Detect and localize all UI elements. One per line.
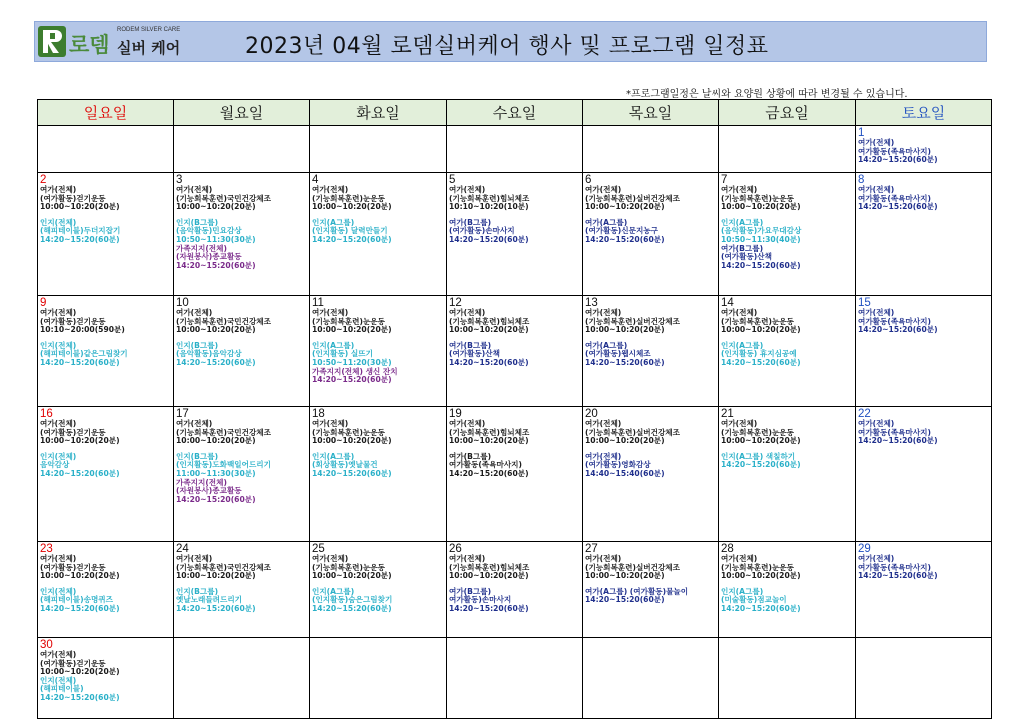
schedule-line: 인지(B그룹) [176,451,219,461]
schedule-line: (기능회복훈련)눈운동 [312,316,385,326]
schedule-line: 10:00~10:20(20분) [721,325,801,335]
logo-text-en: RODEM SILVER CARE [117,27,181,33]
schedule-line: (기능회복훈련)실버건강체조 [585,193,680,203]
calendar-cell [174,542,310,638]
calendar-cell [856,296,992,407]
schedule-line: (음악활동)음악감상 [176,349,242,359]
calendar-cell [447,126,583,173]
schedule-line: 인지(전체) [40,217,77,227]
schedule-line: 여가(전체) [585,451,622,461]
schedule-entries [312,309,446,385]
schedule-line: (기능회복훈련)눈운동 [721,193,794,203]
schedule-line: (여가활동)신문지농구 [585,226,658,236]
calendar-cell [856,407,992,542]
schedule-entries [858,309,991,335]
title-bar [34,21,987,62]
schedule-line: (기능회복훈련)힘뇌체조 [449,562,530,572]
schedule-line: 14:20~15:20(60분) [721,603,801,613]
schedule-line: 10:00~10:20(20분) [40,667,120,677]
schedule-line: 여가(전체) [449,185,486,194]
schedule-entries [40,309,173,368]
schedule-line: 14:20~15:20(60분) [40,603,120,613]
day-number: 8 [858,174,865,186]
schedule-entries [449,186,582,245]
schedule-entries [585,420,718,479]
schedule-line: (기능회복훈련)눈운동 [312,427,385,437]
schedule-line: (인지활동) 실뜨기 [312,349,373,359]
schedule-line: 여가(전체) [585,554,622,563]
schedule-line: 여가(전체) [40,554,77,563]
schedule-line: (해피테이블)같은그림찾기 [40,349,128,359]
schedule-line: (여가활동)걷기운동 [40,316,106,326]
schedule-line: 14:20~15:20(60분) [858,202,938,212]
week-row [38,407,992,542]
schedule-entries [40,186,173,245]
schedule-line: (여가활동)걷기운동 [40,658,106,668]
schedule-line: 14:20~15:20(60분) [449,357,529,367]
schedule-line: 여가활동)손마사지 [449,595,512,605]
schedule-line: 여가활동(족욕마사지) [858,193,931,203]
schedule-line: (인지활동) 달력만들기 [312,226,388,236]
schedule-line: 인지(B그룹) [176,217,219,227]
schedule-line: 14:20~15:20(60분) [40,468,120,478]
schedule-line: 14:20~15:20(60분) [858,436,938,446]
schedule-line: 10:50~11:20(30분) [312,357,392,367]
schedule-line: 여가(B그룹) [449,217,492,227]
schedule-entries [312,420,446,479]
schedule-line: 10:00~10:20(20분) [721,571,801,581]
day-number: 9 [40,297,47,309]
schedule-line: 14:20~15:20(60분) [449,468,529,478]
schedule-line: 여가(전체) [858,185,895,194]
schedule-line: 14:20~15:20(60분) [858,325,938,335]
schedule-line: 여가(전체) [312,308,349,317]
schedule-entries [721,555,855,614]
schedule-line: 인지(A그룹) [721,340,764,350]
schedule-line: 10:00~10:20(20분) [585,202,665,212]
day-number: 5 [449,174,456,186]
schedule-line: (인지활동) 휴지심공예 [721,349,797,359]
schedule-line: (회상활동)옛날물건 [312,460,378,470]
calendar-cell [719,296,856,407]
schedule-entries [585,309,718,368]
day-number: 27 [585,543,598,555]
schedule-line: 가족지지(전체) [176,477,227,487]
schedule-line: (기능회복훈련)힘뇌체조 [449,316,530,326]
calendar-cell [719,542,856,638]
schedule-line: 여가활동(족욕마사지) [449,460,522,470]
calendar-cell [38,542,174,638]
schedule-line: (기능회복훈련)힘뇌체조 [449,193,530,203]
day-number: 14 [721,297,734,309]
schedule-line: (인지활동)도화백일어드리기 [176,460,271,470]
schedule-line: (해피테이블) [40,684,84,694]
schedule-line: 인지(A그룹) 색칠하기 [721,451,796,461]
schedule-line: (기능회복훈련)눈운동 [721,316,794,326]
schedule-line: 여가활동(족욕마사지) [858,146,931,156]
day-number: 28 [721,543,734,555]
schedule-entries [176,309,309,368]
schedule-line: 10:00~10:20(20분) [721,202,801,212]
schedule-line: 10:00~10:20(20분) [312,202,392,212]
day-number: 23 [40,543,53,555]
schedule-line: 14:20~15:20(60분) [176,603,256,613]
schedule-line: 여가(전체) [40,650,77,659]
schedule-entries [40,555,173,614]
calendar-cell [38,173,174,296]
schedule-line: (여가활동)걷기운동 [40,193,106,203]
schedule-line: 14:40~15:40(60분) [585,468,665,478]
schedule-line: 여가(전체) [176,419,213,428]
day-number: 7 [721,174,728,186]
weekday-saturday: 토요일 [856,100,992,126]
schedule-line: (자원봉사)종교활동 [176,486,242,496]
weekday-monday: 월요일 [174,100,310,126]
schedule-line: 10:10~10:20(10분) [449,202,529,212]
day-number: 25 [312,543,325,555]
schedule-line: (해피테이블)두더지잡기 [40,226,121,236]
schedule-entries [40,651,173,703]
schedule-line: 10:00~10:20(20분) [721,436,801,446]
calendar-cell [174,638,310,719]
week-row [38,638,992,719]
calendar-cell [38,296,174,407]
schedule-entries [176,555,309,614]
schedule-line: 인지(전체) [40,675,77,685]
schedule-line: 여가(전체) [858,308,895,317]
schedule-entries [585,555,718,605]
schedule-line: (기능회복훈련)국민건강체조 [176,316,271,326]
schedule-line: 여가(전체) [721,308,758,317]
schedule-line: 여가(B그룹) [449,586,492,596]
logo-text-ko: 로뎀 [69,33,110,57]
schedule-line: 여가활동(족욕마사지) [858,316,931,326]
schedule-line: 여가(전체) [176,185,213,194]
week-row [38,296,992,407]
schedule-entries [721,186,855,270]
schedule-line: 여가(전체) [40,419,77,428]
calendar-table [37,99,992,719]
day-number: 19 [449,408,462,420]
schedule-line: 10:00~10:20(20분) [449,571,529,581]
schedule-line: 인지(A그룹) [312,340,355,350]
schedule-line: 여가(전체) [858,138,895,147]
calendar-cell [856,638,992,719]
schedule-line: (여가활동)걷기운동 [40,427,106,437]
schedule-line: (음악활동)민요감상 [176,226,242,236]
schedule-line: 인지(전체) [40,451,77,461]
schedule-line: 14:20~15:20(60분) [312,603,392,613]
schedule-line: (기능회복훈련)힘뇌체조 [449,427,530,437]
day-number: 21 [721,408,734,420]
schedule-entries [858,420,991,446]
calendar-cell [447,296,583,407]
calendar-cell [856,126,992,173]
schedule-line: 14:20~15:20(60분) [449,603,529,613]
calendar-cell [310,542,447,638]
schedule-line: (기능회복훈련)국민건강체조 [176,193,271,203]
schedule-line: 인지(A그룹) [312,451,355,461]
schedule-line: (기능회복훈련)눈운동 [721,562,794,572]
schedule-line: (여가활동)산책 [449,349,500,359]
schedule-line: 여가(B그룹) [721,243,764,253]
schedule-line: 여가(A그룹) [585,340,628,350]
schedule-line: (여가활동)산책 [721,252,772,262]
schedule-line: 10:00~10:20(20분) [176,202,256,212]
schedule-entries [312,186,446,245]
schedule-entries [858,139,991,165]
schedule-line: 여가(전체) [312,185,349,194]
day-number: 26 [449,543,462,555]
schedule-line: 14:20~15:20(60분) [40,234,120,244]
schedule-line: (기능회복훈련)실버건강체조 [585,562,680,572]
schedule-line: 여가(B그룹) [449,340,492,350]
schedule-line: 인지(A그룹) [312,586,355,596]
calendar-cell [719,638,856,719]
schedule-line: 인지(A그룹) [721,586,764,596]
schedule-entries [176,186,309,270]
schedule-line: (기능회복훈련)실버건강체조 [585,316,680,326]
day-number: 10 [176,297,189,309]
schedule-line: 10:50~11:30(30분) [176,234,256,244]
calendar-cell [856,542,992,638]
weekday-sunday: 일요일 [38,100,174,126]
schedule-line: 여가(전체) [312,419,349,428]
schedule-line: 여가(전체) [176,554,213,563]
schedule-line: 10:00~10:20(20분) [40,202,120,212]
schedule-line: 여가활동(족욕마사지) [858,427,931,437]
schedule-entries [721,309,855,368]
schedule-line: 여가(A그룹) [585,217,628,227]
schedule-line: (기능회복훈련)눈운동 [312,193,385,203]
schedule-line: 가족지지(전체) 생신 잔치 [312,366,398,376]
calendar-cell [719,126,856,173]
schedule-entries [449,309,582,368]
schedule-line: (미술활동)점교놀이 [721,595,787,605]
schedule-line: 여가(전체) [176,308,213,317]
day-number: 1 [858,127,865,139]
schedule-entries [312,555,446,614]
logo-text-ko2: 실버 케어 [117,39,181,57]
calendar-cell [583,126,719,173]
calendar-cell [583,173,719,296]
day-number: 15 [858,297,871,309]
calendar-cell [719,173,856,296]
day-number: 18 [312,408,325,420]
day-number: 11 [312,297,324,309]
schedule-line: 여가(전체) [449,308,486,317]
calendar-cell [856,173,992,296]
schedule-line: 14:20~15:20(60분) [585,595,665,605]
schedule-line: 11:00~11:30(30분) [176,468,256,478]
schedule-line: 10:00~10:20(20분) [40,571,120,581]
schedule-line: (여가활동)영화감상 [585,460,651,470]
schedule-entries [858,555,991,581]
week-row [38,126,992,173]
schedule-line: 10:00~10:20(20분) [585,571,665,581]
schedule-line: 가족지지(전체) [176,243,227,253]
calendar-cell [583,542,719,638]
schedule-line: 인지(A그룹) [312,217,355,227]
day-number: 20 [585,408,598,420]
schedule-line: 10:00~10:20(20분) [312,325,392,335]
schedule-line: (기능회복훈련)실버건강체조 [585,427,680,437]
schedule-line: 여가(전체) [585,308,622,317]
schedule-line: 옛날노래들려드리기 [176,595,243,605]
schedule-line: 10:00~10:20(20분) [449,436,529,446]
schedule-entries [449,555,582,614]
schedule-line: 여가(전체) [40,185,77,194]
page-title: 2023년 04월 로뎀실버케어 행사 및 프로그램 일정표 [245,34,769,59]
calendar-cell [447,542,583,638]
day-number: 6 [585,174,592,186]
day-number: 22 [858,408,871,420]
calendar-cell [447,173,583,296]
schedule-line: 14:20~15:20(60분) [721,460,801,470]
day-number: 29 [858,543,871,555]
schedule-line: 인지(B그룹) [176,586,219,596]
schedule-line: 10:00~10:20(20분) [585,436,665,446]
weekday-thursday: 목요일 [583,100,719,126]
schedule-line: (기능회복훈련)눈운동 [312,562,385,572]
schedule-line: 10:00~10:20(20분) [40,436,120,446]
schedule-entries [858,186,991,212]
calendar-cell [174,173,310,296]
schedule-line: 여가(전체) [721,554,758,563]
schedule-line: (자원봉사)종교활동 [176,252,242,262]
schedule-line: 14:20~15:20(60분) [40,692,120,702]
schedule-line: (여가활동)손마사지 [449,226,515,236]
schedule-line: 14:20~15:20(60분) [585,357,665,367]
schedule-line: (인지활동)숨은그림찾기 [312,595,393,605]
day-number: 3 [176,174,183,186]
schedule-line: 14:20~15:20(60분) [312,234,392,244]
schedule-line: 인지(A그룹) [721,217,764,227]
weekday-friday: 금요일 [719,100,856,126]
schedule-line: (기능회복훈련)눈운동 [721,427,794,437]
schedule-line: 14:20~15:20(60분) [858,155,938,165]
schedule-line: (기능회복훈련)국민건강체조 [176,562,271,572]
schedule-line: 인지(B그룹) [176,340,219,350]
schedule-line: 14:20~15:20(60분) [40,357,120,367]
day-number: 24 [176,543,189,555]
day-number: 17 [176,408,189,420]
calendar-cell [38,638,174,719]
schedule-line: 14:20~15:20(60분) [312,468,392,478]
day-number: 16 [40,408,53,420]
schedule-line: 10:00~10:20(20분) [312,571,392,581]
day-number: 30 [40,639,53,651]
schedule-line: (여가활동)웹시체조 [585,349,651,359]
schedule-line: 14:20~15:20(60분) [176,494,256,504]
schedule-line: 14:20~15:20(60분) [721,260,801,270]
schedule-line: 10:00~10:20(20분) [176,571,256,581]
week-row [38,173,992,296]
schedule-line: 여가(전체) [585,185,622,194]
schedule-entries [449,420,582,479]
schedule-line: 여가(B그룹) [449,451,492,461]
schedule-line: 인지(전체) [40,340,77,350]
calendar-cell [447,638,583,719]
calendar-cell [583,296,719,407]
schedule-line: 14:20~15:20(60분) [176,357,256,367]
rodem-logo-icon [37,25,67,58]
calendar-cell [174,126,310,173]
schedule-line: 여가(전체) [721,185,758,194]
calendar-cell [310,296,447,407]
schedule-line: 10:50~11:30(40분) [721,234,801,244]
calendar-cell [310,126,447,173]
schedule-entries [40,420,173,479]
day-number: 4 [312,174,319,186]
schedule-line: 14:20~15:20(60분) [449,234,529,244]
weekday-tuesday: 화요일 [310,100,447,126]
day-number: 2 [40,174,47,186]
schedule-line: 14:20~15:20(60분) [176,260,256,270]
schedule-line: 여가활동(족욕마사지) [858,562,931,572]
schedule-line: (기능회복훈련)국민건강체조 [176,427,271,437]
schedule-line: 10:00~10:20(20분) [449,325,529,335]
schedule-line: 여가(전체) [858,554,895,563]
weekday-header-row [38,100,992,126]
day-number: 12 [449,297,462,309]
calendar-cell [583,407,719,542]
calendar-cell [583,638,719,719]
schedule-notice: *프로그램일정은 날씨와 요양원 상황에 따라 변경될 수 있습니다. [626,89,908,100]
schedule-line: 여가(전체) [449,419,486,428]
schedule-line: (음악활동)가요무대감상 [721,226,802,236]
calendar-cell [719,407,856,542]
schedule-line: 14:20~15:20(60분) [721,357,801,367]
calendar-cell [310,173,447,296]
calendar-cell [38,126,174,173]
schedule-line: 10:00~10:20(20분) [176,436,256,446]
weekday-wednesday: 수요일 [447,100,583,126]
calendar-cell [174,296,310,407]
schedule-line: (여가활동)걷기운동 [40,562,106,572]
calendar-cell [447,407,583,542]
schedule-line: 여가(전체) [585,419,622,428]
schedule-line: 여가(전체) [40,308,77,317]
calendar-cell [310,638,447,719]
schedule-entries [585,186,718,245]
schedule-line: 10:00~10:20(20분) [312,436,392,446]
logo [37,25,182,58]
schedule-line: 인지(전체) [40,586,77,596]
calendar-cell [38,407,174,542]
schedule-entries [176,420,309,504]
schedule-line: 여가(전체) [858,419,895,428]
calendar-cell [310,407,447,542]
week-row [38,542,992,638]
schedule-line: 여가(전체) [449,554,486,563]
schedule-line: 음악감상 [40,460,70,470]
schedule-line: 10:00~10:20(20분) [176,325,256,335]
schedule-line: 여가(A그룹) (여가활동)물놀이 [585,586,689,596]
day-number: 13 [585,297,598,309]
schedule-line: 14:20~15:20(60분) [858,571,938,581]
schedule-line: 14:20~15:20(60분) [312,375,392,385]
schedule-line: 14:20~15:20(60분) [585,234,665,244]
schedule-line: 여가(전체) [721,419,758,428]
schedule-line: (해피테이블)송명퀴즈 [40,595,113,605]
schedule-line: 10:00~10:20(20분) [585,325,665,335]
schedule-entries [721,420,855,470]
schedule-line: 여가(전체) [312,554,349,563]
schedule-line: 10:10~20:00(590분) [40,325,125,335]
calendar-cell [174,407,310,542]
